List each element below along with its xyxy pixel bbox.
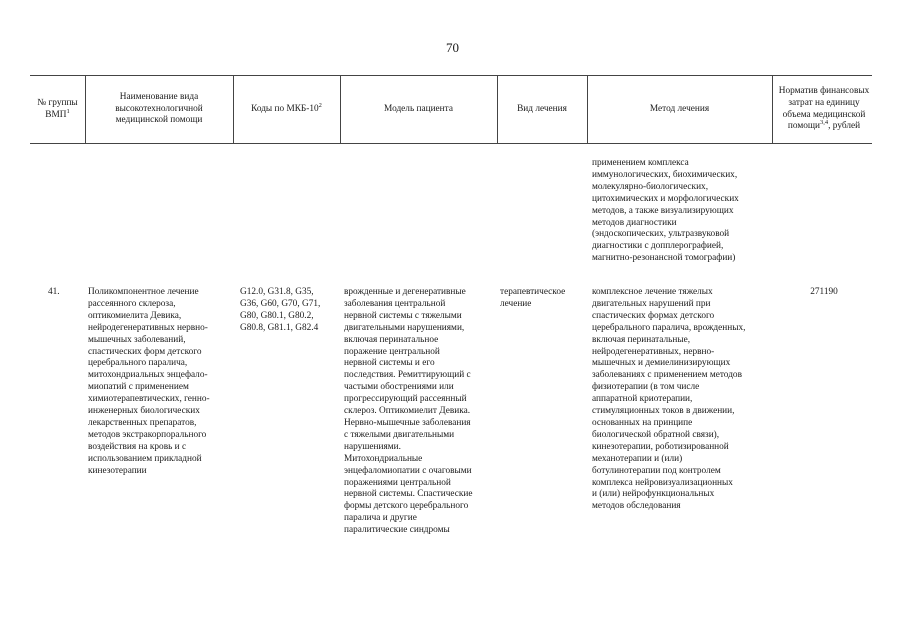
row-treatment-type: терапевтическое лечение	[500, 287, 566, 309]
column-divider	[497, 75, 498, 143]
row-number: 41.	[48, 287, 60, 297]
row-treatment-method: комплексное лечение тяжелых двигательных нарушений при спастических формах детского церебрального паралича, врожденных, включая перинатальные, нейродегенеративных, нервно- мышечных и демиелинизирующих заболеваниях с применением методов физиотерапии (в том числе аппаратной криотерапии, стимуляционных токов в движении, основанных на принципе биологической обратной связи), кинезотерапии, роботизированной механотерапии и (или) ботулинотерапии под контролем комплекса нейровизуализационных и (или) нейрофункциональных методов обследования	[592, 287, 746, 512]
column-divider	[587, 75, 588, 143]
header-bottom-border	[30, 143, 872, 144]
header-patient-model: Модель пациента	[384, 103, 453, 114]
column-divider	[772, 75, 773, 143]
header-icd-codes: Коды по МКБ-$10^2$	[251, 101, 322, 114]
column-divider	[340, 75, 341, 143]
row-care-name: Поликомпонентное лечение рассеянного склероза, оптикомиелита Девика, нейродегенеративных нервно- мышечных заболеваний, спастических форм детского церебрального паралича, митохондриальных энцефало- миопатий с применением химиотерапевтических, генно- инженерных биологических лекарственных препаратов, методов экстракорпорального воздействия на кровь и с использованием прикладной кинезотерапии	[88, 287, 210, 476]
continuation-treatment-method: применением комплекса иммунологических, биохимических, молекулярно-биологических, цитохимических и морфологических методов, а также визуализирующих методов диагностики (эндоскопических, ультразвуковой диагностики с допплерографией, магнитно-резонансной томографии)	[592, 158, 739, 264]
column-divider	[233, 75, 234, 143]
header-care-name: Наименование вида высокотехнологичной медицинской помощи	[115, 92, 203, 126]
header-group-number: № группы ВМП$^1$	[37, 97, 78, 120]
row-icd-codes: G12.0, G31.8, G35, G36, G60, G70, G71, G80, G80.1, G80.2, G80.8, G81.1, G82.4	[240, 287, 321, 333]
header-treatment-method: Метод лечения	[649, 103, 710, 114]
header-norm-cost: Норматив финансовых затрат на единицу объема медицинской помощи$^{3,4}$, рублей	[778, 86, 870, 132]
row-norm-cost: 271190	[810, 287, 838, 297]
header-treatment-type: Вид лечения	[517, 103, 567, 114]
page-number: 70	[446, 40, 459, 55]
row-patient-model: врожденные и дегенеративные заболевания центральной нервной системы с тяжелыми двигательными нарушениями, включая перинатальное поражение центральной нервной системы и его последствия. Ремиттирующий с частыми обострениями или прогрессирующий рассеянный склероз. Оптикомиелит Девика. Нервно-мышечные заболевания с тяжелыми двигательными нарушениями. Митохондриальные энцефаломиопатии с очаговыми поражениями центральной нервной системы. Спастические формы детского церебрального паралича и другие паралитические синдромы	[344, 287, 473, 536]
column-divider	[85, 75, 86, 143]
